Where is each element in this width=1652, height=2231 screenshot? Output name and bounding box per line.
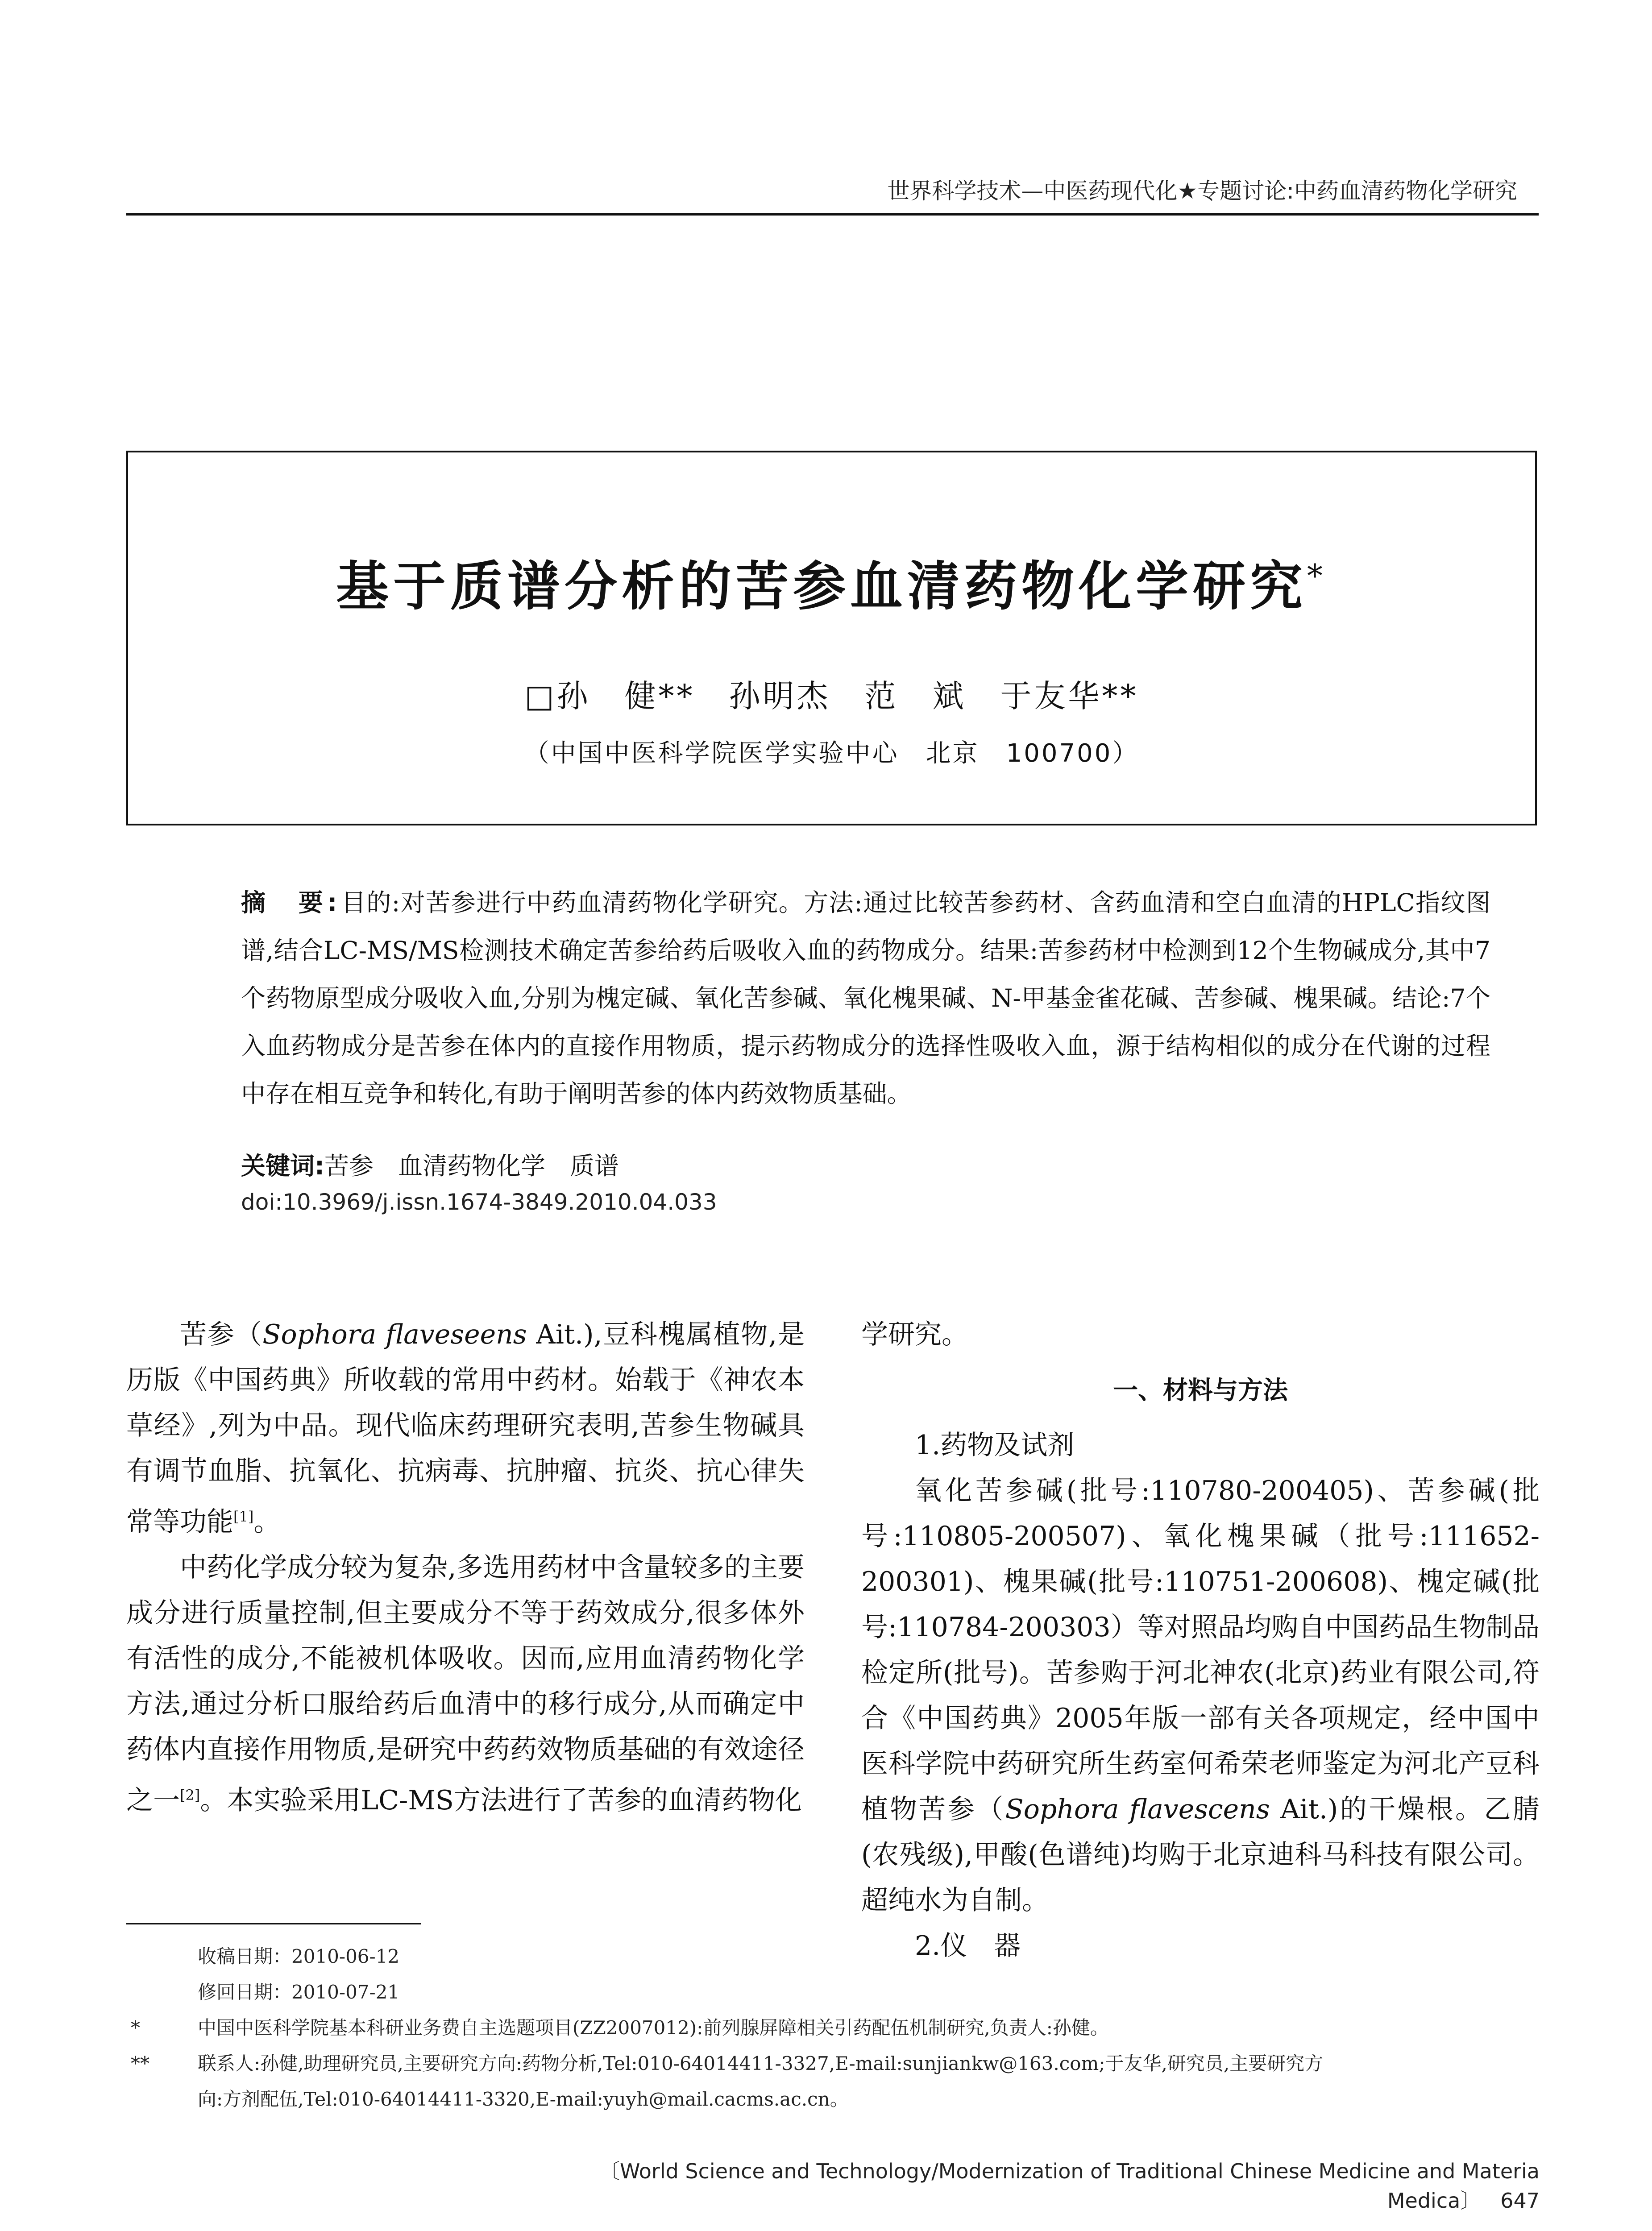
text-run: 。本实验采用LC-MS方法进行了苦参的血清药物化 — [200, 1785, 802, 1816]
keywords-text: 苦参 血清药物化学 质谱 — [324, 1152, 619, 1180]
author-list: □孙 健** 孙明杰 范 斌 于友华** — [524, 678, 1139, 714]
footnote-fund — [126, 2010, 1539, 2046]
journal-name: 〔World Science and Technology/Modernization of Traditional Chinese Medicine and Materia Medica〕 — [599, 2159, 1540, 2213]
body-paragraph — [126, 1545, 805, 1823]
text-run: Ait.),豆科槐属植物,是历版《中国药典》所收载的常用中药材。始载于《神农本草经》,列为中品。现代临床药理研究表明,苦参生物碱具有调节血脂、抗氧化、抗病毒、抗肿瘤、抗炎、抗心律失常等功能 — [126, 1319, 805, 1538]
footnote-mark: * — [131, 2017, 140, 2039]
header-rule — [126, 213, 1539, 216]
species-name: Sophora flavescens — [1005, 1794, 1270, 1825]
abstract — [241, 879, 1490, 1118]
body-paragraph — [861, 1468, 1540, 1923]
footnotes — [126, 1939, 1539, 2117]
paper-title — [128, 544, 1535, 620]
title-box — [126, 451, 1537, 825]
footnote-revised: 修回日期：2010-07-21 — [198, 1981, 400, 2003]
subsection-heading: 2.仪 器 — [915, 1930, 1021, 1961]
citation-ref: [2] — [180, 1787, 200, 1804]
footnote-mark: ** — [131, 2053, 149, 2074]
title-text: 基于质谱分析的苦参血清药物化学研究 — [336, 555, 1307, 617]
body-paragraph-continued: 学研究。 — [861, 1319, 968, 1350]
text-run: 氧化苦参碱(批号:110780-200405)、苦参碱(批号:110805-200507)、氧化槐果碱（批号:111652-200301)、槐果碱(批号:110751-200608)、槐定碱(批号:110784-200303）等对照品均购自中国药品生物制品检定所(批号)。苦参购于河北神农(北京)药业有限公司,符合《中国药典》2005年版一部有关各项规定，经中国中医科学院中药研究所生药室何希荣老师鉴定为河北产豆科植物苦参（ — [861, 1475, 1540, 1825]
keywords-label: 关键词: — [241, 1152, 324, 1180]
section-heading: 一、材料与方法 — [1113, 1376, 1288, 1405]
keywords — [241, 1142, 619, 1190]
species-name: Sophora flaveseens — [262, 1319, 527, 1350]
doi: doi:10.3969/j.issn.1674-3849.2010.04.033 — [241, 1189, 717, 1215]
text-run: 苦参（ — [180, 1319, 263, 1350]
body-paragraph — [126, 1312, 805, 1545]
footer — [464, 2155, 1540, 2214]
abstract-label: 摘 要: — [241, 888, 341, 917]
affiliation: （中国中医科学院医学实验中心 北京 100700） — [524, 739, 1139, 768]
page-number: 647 — [1500, 2189, 1540, 2213]
title-footnote-mark: * — [1307, 557, 1327, 594]
text-run: 中药化学成分较为复杂,多选用药材中含量较多的主要成分进行质量控制,但主要成分不等于药效成分,很多体外有活性的成分,不能被机体吸收。因而,应用血清药物化学方法,通过分析口服给药后血清中的移行成分,从而确定中药体内直接作用物质,是研究中药药效物质基础的有效途径之一 — [126, 1552, 805, 1816]
right-column — [861, 1312, 1540, 1969]
subsection-heading: 1.药物及试剂 — [915, 1430, 1075, 1461]
footnote-received: 收稿日期：2010-06-12 — [198, 1945, 400, 1967]
footnote-contact-cont: 向:方剂配伍,Tel:010-64014411-3320,E-mail:yuyh@mail.cacms.ac.cn。 — [198, 2088, 849, 2110]
footnote-text: 联系人:孙健,助理研究员,主要研究方向:药物分析,Tel:010-64014411-3327,E-mail:sunjiankw@163.com;于友华,研究员,主要研究方 — [198, 2053, 1324, 2074]
footnote-rule — [126, 1923, 421, 1924]
abstract-text: 目的:对苦参进行中药血清药物化学研究。方法:通过比较苦参药材、含药血清和空白血清的HPLC指纹图谱,结合LC-MS/MS检测技术确定苦参给药后吸收入血的药物成分。结果:苦参药材中检测到12个生物碱成分,其中7个药物原型成分吸收入血,分别为槐定碱、氧化苦参碱、氧化槐果碱、N-甲基金雀花碱、苦参碱、槐果碱。结论:7个入血药物成分是苦参在体内的直接作用物质，提示药物成分的选择性吸收入血，源于结构相似的成分在代谢的过程中存在相互竞争和转化,有助于阐明苦参的体内药效物质基础。 — [241, 888, 1491, 1108]
left-column — [126, 1312, 805, 1823]
text-run: 。 — [253, 1506, 281, 1538]
footnote-text: 中国中医科学院基本科研业务费自主选题项目(ZZ2007012):前列腺屏障相关引药配伍机制研究,负责人:孙健。 — [198, 2017, 1109, 2039]
text-run: Ait.)的干燥根。乙腈(农残级),甲酸(色谱纯)均购于北京迪科马科技有限公司。超纯水为自制。 — [861, 1794, 1540, 1916]
footnote-contact — [126, 2046, 1539, 2082]
running-head: 世界科学技术—中医药现代化★专题讨论:中药血清药物化学研究 — [887, 178, 1517, 204]
citation-ref: [1] — [233, 1508, 254, 1525]
